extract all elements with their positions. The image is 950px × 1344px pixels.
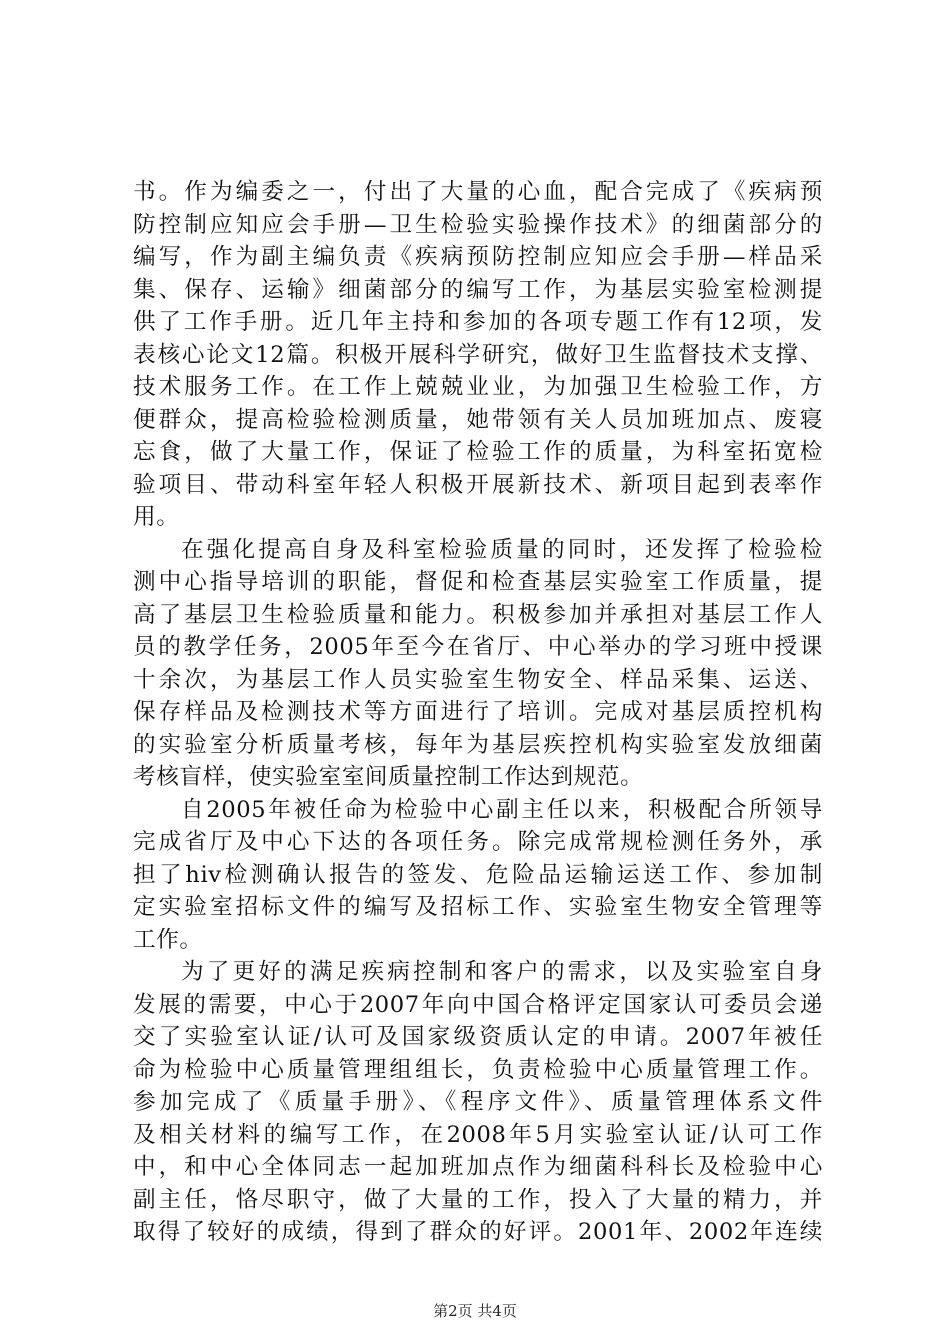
text-line: 完成省厅及中心下达的各项任务。除完成常规检测任务外，承 — [133, 829, 823, 855]
document-body — [133, 176, 823, 1249]
text-line: 及相关材料的编写工作，在2008年5月实验室认证/认可工作 — [133, 1121, 823, 1148]
text-line: 保存样品及检测技术等方面进行了培训。完成对基层质控机构 — [133, 699, 823, 725]
text-line: 员的教学任务，2005年至今在省厅、中心举办的学习班中授课 — [133, 634, 823, 660]
page-number-footer: 第2页 共4页 — [433, 1302, 517, 1320]
text-line: 书。作为编委之一，付出了大量的心血，配合完成了《疾病预 — [133, 179, 823, 205]
text-line: 工作。 — [133, 926, 203, 953]
paragraph-first-line: 为了更好的满足疾病控制和客户的需求，以及实验室自身 — [181, 959, 823, 985]
text-line: 集、保存、运输》细菌部分的编写工作，为基层实验室检测提 — [133, 276, 823, 303]
text-line: 高了基层卫生检验质量和能力。积极参加并承担对基层工作人 — [133, 601, 823, 628]
text-line: 定实验室招标文件的编写及招标工作、实验室生物安全管理等 — [133, 894, 823, 920]
text-line: 用。 — [133, 504, 180, 530]
text-line: 便群众，提高检验检测质量，她带领有关人员加班加点、废寝 — [133, 406, 823, 433]
paragraph-first-line: 自2005年被任命为检验中心副主任以来，积极配合所领导 — [181, 796, 823, 823]
text-line: 交了实验室认证/认可及国家级资质认定的申请。2007年被任 — [133, 1024, 823, 1050]
text-line: 中，和中心全体同志一起加班加点作为细菌科科长及检验中心 — [133, 1154, 823, 1180]
text-line: 技术服务工作。在工作上兢兢业业，为加强卫生检验工作，方 — [133, 374, 823, 400]
text-line: 忘食，做了大量工作，保证了检验工作的质量，为科室拓宽检 — [133, 439, 823, 465]
text-line: 副主任，恪尽职守，做了大量的工作，投入了大量的精力，并 — [133, 1186, 823, 1213]
text-line: 验项目、带动科室年轻人积极开展新技术、新项目起到表率作 — [133, 471, 823, 498]
text-line: 担了hiv检测确认报告的签发、危险品运输运送工作、参加制 — [133, 861, 823, 888]
text-line: 测中心指导培训的职能，督促和检查基层实验室工作质量，提 — [133, 569, 823, 595]
text-line: 编写，作为副主编负责《疾病预防控制应知应会手册—样品采 — [133, 244, 823, 270]
text-line: 取得了较好的成绩，得到了群众的好评。2001年、2002年连续 — [133, 1219, 823, 1245]
text-line: 发展的需要，中心于2007年向中国合格评定国家认可委员会递 — [133, 991, 823, 1018]
paragraph-first-line: 在强化提高自身及科室检验质量的同时，还发挥了检验检 — [181, 536, 823, 563]
text-line: 考核盲样，使实验室室间质量控制工作达到规范。 — [133, 764, 644, 790]
text-line: 的实验室分析质量考核，每年为基层疾控机构实验室发放细菌 — [133, 731, 823, 758]
text-line: 供了工作手册。近几年主持和参加的各项专题工作有12项，发 — [133, 309, 823, 335]
text-line: 表核心论文12篇。积极开展科学研究，做好卫生监督技术支撑、 — [133, 341, 823, 368]
text-line: 十余次，为基层工作人员实验室生物安全、样品采集、运送、 — [133, 666, 823, 693]
text-line: 防控制应知应会手册—卫生检验实验操作技术》的细菌部分的 — [133, 211, 823, 238]
text-line: 参加完成了《质量手册》、《程序文件》、质量管理体系文件 — [133, 1089, 823, 1115]
text-line: 命为检验中心质量管理组组长，负责检验中心质量管理工作。 — [133, 1056, 823, 1083]
